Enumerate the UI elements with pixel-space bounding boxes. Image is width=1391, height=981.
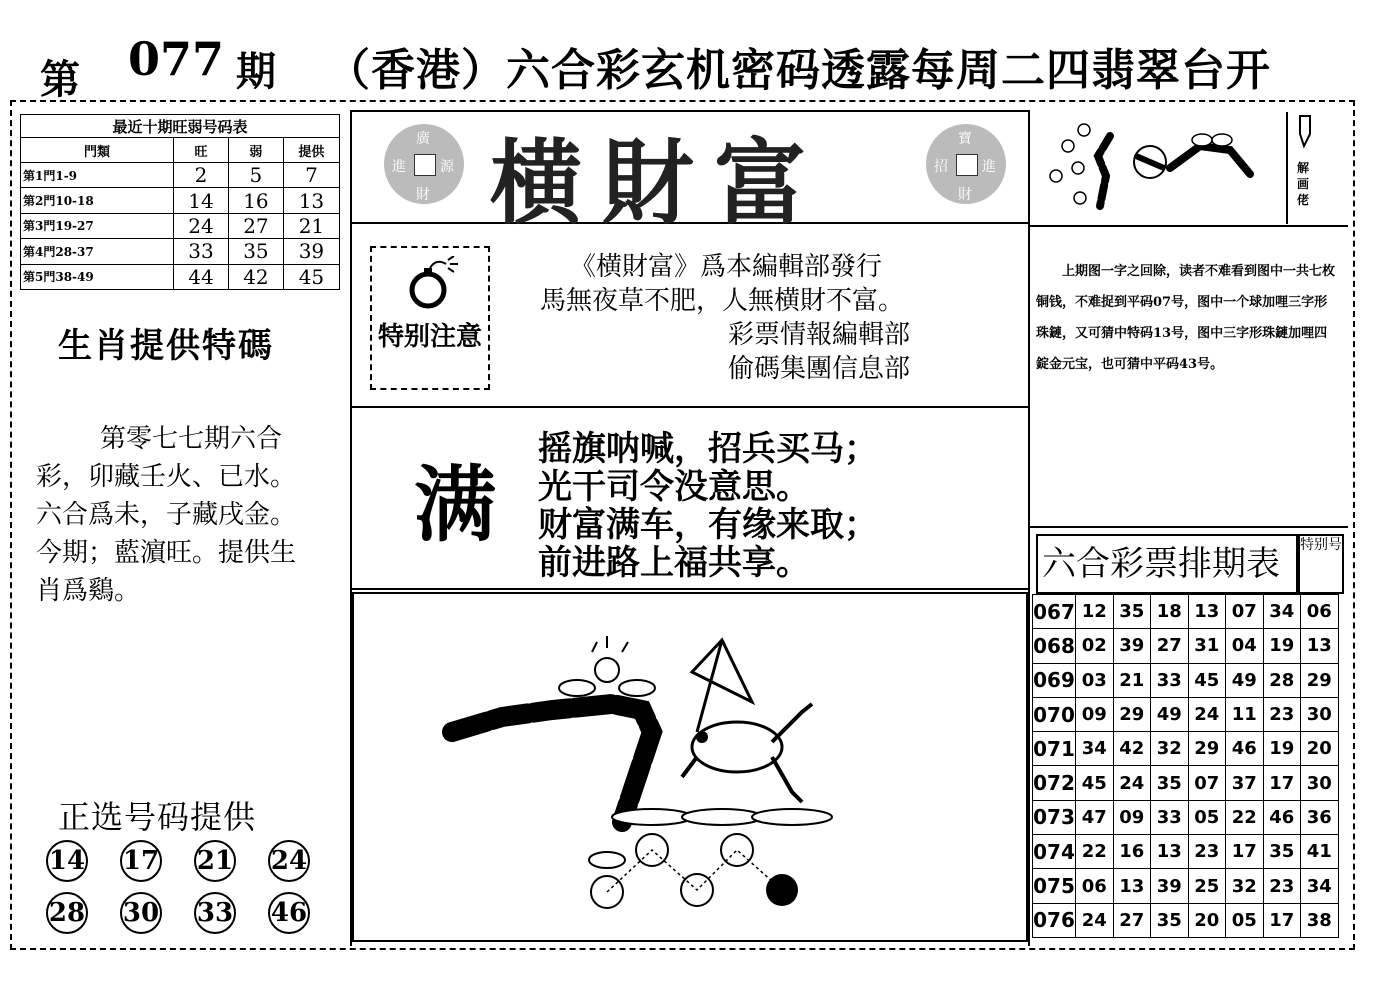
pick-number: 14 xyxy=(46,840,88,882)
notice-badge xyxy=(370,246,490,390)
cell-value: 2 xyxy=(174,163,229,188)
cell-value: 13 xyxy=(283,188,339,213)
coin-icon: 廣 源 財 進 xyxy=(384,124,464,204)
notice-line: 彩票情報編輯部 xyxy=(728,320,911,350)
row-label: 第4門28-37 xyxy=(21,239,174,264)
draw-number: 07 xyxy=(1188,766,1226,800)
pick-number: 33 xyxy=(194,892,236,934)
draw-number: 07 xyxy=(1226,595,1264,629)
period: 067 xyxy=(1033,595,1076,629)
period: 069 xyxy=(1033,663,1076,697)
draw-number: 32 xyxy=(1151,732,1189,766)
draw-number: 49 xyxy=(1226,663,1264,697)
row-label: 第2門10-18 xyxy=(21,188,174,213)
period: 071 xyxy=(1033,732,1076,766)
draw-number: 29 xyxy=(1113,697,1151,731)
draw-number: 17 xyxy=(1226,835,1264,869)
draw-number: 11 xyxy=(1226,697,1264,731)
period: 068 xyxy=(1033,629,1076,663)
cell-value: 14 xyxy=(174,188,229,213)
draw-number: 20 xyxy=(1188,903,1226,937)
table-row xyxy=(1033,800,1339,834)
riddle-explanation: 上期图一字之回除，读者不难看到图中一共七枚铜钱，不难捉到平码07号，图中一个球加哩三字形珠鏈，又可猜中特码13号，图中三字形珠鏈加哩四錠金元宝，也可猜中平码43号。 xyxy=(1036,264,1336,372)
cell-value: 45 xyxy=(283,264,339,289)
cell-value: 33 xyxy=(174,239,229,264)
draw-number: 13 xyxy=(1113,869,1151,903)
draw-number: 49 xyxy=(1151,697,1189,731)
page-header xyxy=(40,22,1330,103)
column-divider xyxy=(1028,110,1030,946)
bomb-icon xyxy=(406,256,462,312)
cell-value: 21 xyxy=(283,213,339,238)
cell-value: 24 xyxy=(174,213,229,238)
special-number: 13 xyxy=(1301,629,1339,663)
pick-number: 30 xyxy=(120,892,162,934)
poem-line: 前进路上福共享。 xyxy=(538,543,810,583)
zodiac-title: 生肖提供特碼 xyxy=(58,326,274,366)
draw-number: 35 xyxy=(1151,766,1189,800)
draw-number: 02 xyxy=(1076,629,1114,663)
pick-number: 24 xyxy=(268,840,310,882)
trend-table xyxy=(20,114,340,290)
draw-number: 24 xyxy=(1113,766,1151,800)
cell-value: 27 xyxy=(228,213,283,238)
row-label: 第1門1-9 xyxy=(21,163,174,188)
issue-number: 077 xyxy=(128,32,225,86)
divider xyxy=(1030,526,1348,528)
poem-lines xyxy=(538,430,878,582)
draw-number: 19 xyxy=(1263,732,1301,766)
special-number: 41 xyxy=(1301,835,1339,869)
period: 070 xyxy=(1033,697,1076,731)
draw-number: 35 xyxy=(1151,903,1189,937)
table-row xyxy=(1033,732,1339,766)
zodiac-text: 第零七七期六合彩，卯藏壬火、已水。六合爲未，子藏戌金。今期；藍濵旺。提供生肖爲鷄。 xyxy=(36,424,297,606)
draw-number: 25 xyxy=(1188,869,1226,903)
cell-value: 16 xyxy=(228,188,283,213)
poem-line: 摇旗呐喊，招兵买马； xyxy=(538,429,878,469)
draw-number: 46 xyxy=(1263,800,1301,834)
notice-lines xyxy=(540,250,910,386)
table-row xyxy=(21,163,340,188)
divider xyxy=(1286,112,1288,224)
table-row xyxy=(1033,766,1339,800)
page-title: （香港）六合彩玄机密码透露每周二四翡翠台开 xyxy=(326,45,1271,96)
special-number: 30 xyxy=(1301,766,1339,800)
pick-number: 28 xyxy=(46,892,88,934)
special-number: 38 xyxy=(1301,903,1339,937)
table-row xyxy=(21,239,340,264)
draw-number: 32 xyxy=(1226,869,1264,903)
pick-number: 21 xyxy=(194,840,236,882)
table-row xyxy=(1033,697,1339,731)
draw-number: 12 xyxy=(1076,595,1114,629)
draw-number: 05 xyxy=(1188,800,1226,834)
cell-value: 39 xyxy=(283,239,339,264)
draw-number: 23 xyxy=(1263,869,1301,903)
special-number: 29 xyxy=(1301,663,1339,697)
notice-line: 《横財富》爲本編輯部發行 xyxy=(570,252,883,282)
special-number: 30 xyxy=(1301,697,1339,731)
poem-big-char: 满 xyxy=(414,457,497,553)
poem-line: 光干司令没意思。 xyxy=(538,467,810,507)
table-row xyxy=(1033,595,1339,629)
special-number: 36 xyxy=(1301,800,1339,834)
draw-number: 23 xyxy=(1263,697,1301,731)
draw-number: 42 xyxy=(1113,732,1151,766)
table-row xyxy=(1033,903,1339,937)
row-label: 第3門19-27 xyxy=(21,213,174,238)
draw-number: 34 xyxy=(1263,595,1301,629)
table-row xyxy=(1033,663,1339,697)
draw-number: 31 xyxy=(1188,629,1226,663)
draw-number: 21 xyxy=(1113,663,1151,697)
draw-number: 04 xyxy=(1226,629,1264,663)
poem-line: 财富满车，有缘来取； xyxy=(538,505,878,545)
special-number: 20 xyxy=(1301,732,1339,766)
cell-value: 5 xyxy=(228,163,283,188)
row-label: 第5門38-49 xyxy=(21,264,174,289)
schedule-special-label: 特别号 xyxy=(1298,534,1344,594)
cell-value: 42 xyxy=(228,264,283,289)
riddle-label: 解画佬 xyxy=(1296,161,1309,207)
issue-prefix: 第 xyxy=(40,56,80,103)
draw-number: 27 xyxy=(1113,903,1151,937)
notice-badge-label: 特别注意 xyxy=(377,322,482,352)
trend-header-cold: 弱 xyxy=(228,138,283,163)
draw-number: 03 xyxy=(1076,663,1114,697)
masthead-title: 横財富 xyxy=(490,129,827,237)
draw-number: 18 xyxy=(1151,595,1189,629)
table-row xyxy=(21,213,340,238)
draw-number: 13 xyxy=(1188,595,1226,629)
draw-number: 35 xyxy=(1263,835,1301,869)
table-row xyxy=(1033,629,1339,663)
picks-title: 正选号码提供 xyxy=(58,798,257,836)
draw-number: 17 xyxy=(1263,903,1301,937)
schedule-table xyxy=(1032,530,1346,942)
draw-number: 23 xyxy=(1188,835,1226,869)
table-row xyxy=(21,188,340,213)
table-row xyxy=(1033,835,1339,869)
period: 075 xyxy=(1033,869,1076,903)
special-number: 34 xyxy=(1301,869,1339,903)
draw-number: 17 xyxy=(1263,766,1301,800)
frog-flag-illustration xyxy=(352,592,1028,942)
draw-number: 19 xyxy=(1263,629,1301,663)
draw-number: 35 xyxy=(1113,595,1151,629)
draw-number: 22 xyxy=(1226,800,1264,834)
pick-number: 17 xyxy=(120,840,162,882)
draw-number: 06 xyxy=(1076,869,1114,903)
table-row xyxy=(21,264,340,289)
draw-number: 27 xyxy=(1151,629,1189,663)
period: 072 xyxy=(1033,766,1076,800)
draw-number: 29 xyxy=(1188,732,1226,766)
notice-line: 偷碼集團信息部 xyxy=(728,354,911,384)
cell-value: 7 xyxy=(283,163,339,188)
special-number: 06 xyxy=(1301,595,1339,629)
draw-number: 45 xyxy=(1076,766,1114,800)
draw-number: 33 xyxy=(1151,800,1189,834)
trend-header-category: 門類 xyxy=(21,138,174,163)
draw-number: 22 xyxy=(1076,835,1114,869)
pick-number: 46 xyxy=(268,892,310,934)
trend-header-hot: 旺 xyxy=(174,138,229,163)
draw-number: 05 xyxy=(1226,903,1264,937)
cell-value: 35 xyxy=(228,239,283,264)
cell-value: 44 xyxy=(174,264,229,289)
trend-table-caption: 最近十期旺弱号码表 xyxy=(21,115,340,138)
draw-number: 13 xyxy=(1151,835,1189,869)
period: 076 xyxy=(1033,903,1076,937)
draw-number: 47 xyxy=(1076,800,1114,834)
riddle-picture xyxy=(1040,116,1290,220)
draw-number: 46 xyxy=(1226,732,1264,766)
draw-number: 39 xyxy=(1113,629,1151,663)
draw-number: 09 xyxy=(1076,697,1114,731)
draw-number: 24 xyxy=(1188,697,1226,731)
period: 074 xyxy=(1033,835,1076,869)
trend-header-offer: 提供 xyxy=(283,138,339,163)
draw-number: 45 xyxy=(1188,663,1226,697)
draw-number: 28 xyxy=(1263,663,1301,697)
coin-icon: 寶 進 財 招 xyxy=(926,124,1006,204)
draw-number: 34 xyxy=(1076,732,1114,766)
draw-number: 39 xyxy=(1151,869,1189,903)
schedule-title: 六合彩票排期表 xyxy=(1036,534,1298,594)
period: 073 xyxy=(1033,800,1076,834)
draw-number: 16 xyxy=(1113,835,1151,869)
table-row xyxy=(1033,869,1339,903)
notice-line: 馬無夜草不肥，人無横財不富。 xyxy=(540,286,905,316)
pointing-hand-icon xyxy=(1294,114,1318,150)
draw-number: 33 xyxy=(1151,663,1189,697)
draw-number: 37 xyxy=(1226,766,1264,800)
draw-number: 09 xyxy=(1113,800,1151,834)
issue-suffix: 期 xyxy=(236,48,276,95)
draw-number: 24 xyxy=(1076,903,1114,937)
